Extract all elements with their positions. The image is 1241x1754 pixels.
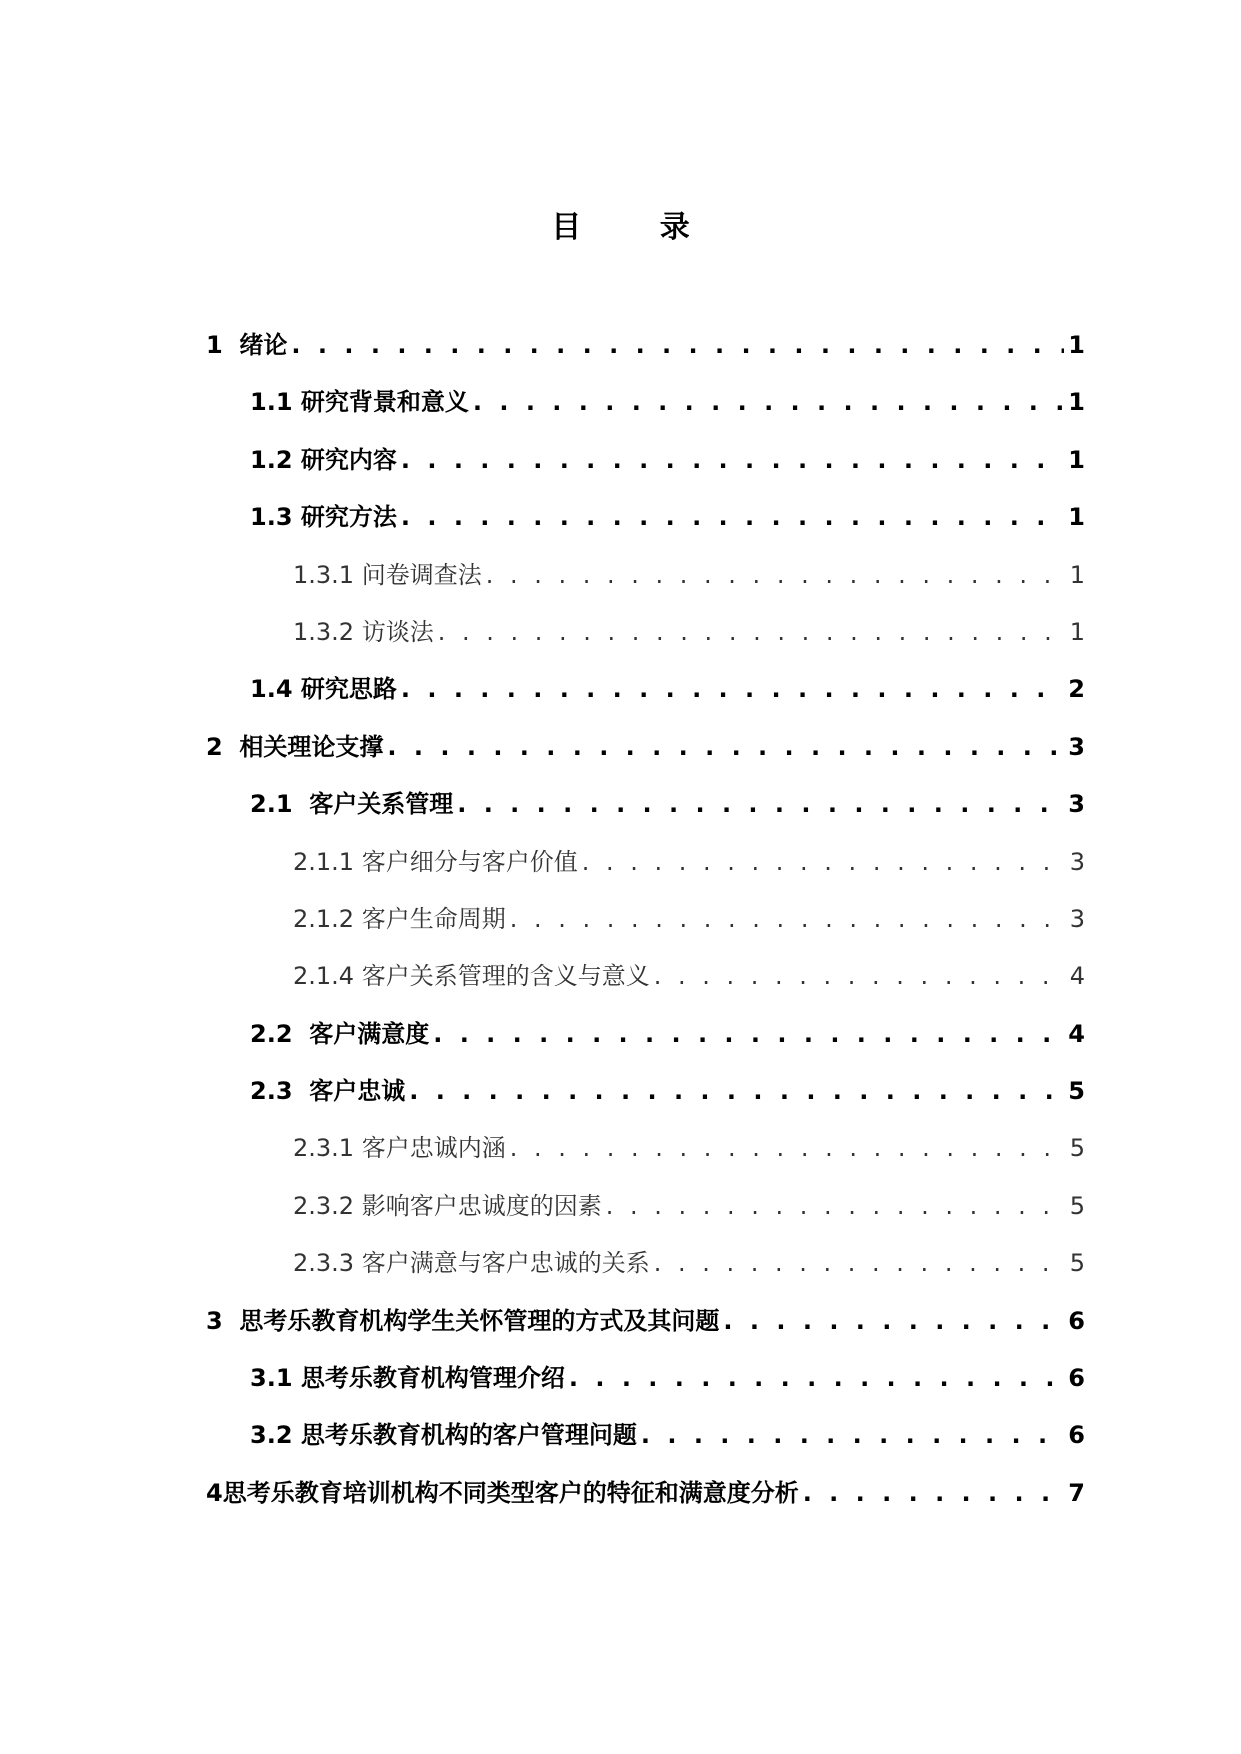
- toc-list: [0, 325, 1241, 1530]
- toc-entry-page-number: 4: [1069, 962, 1085, 991]
- toc-dot-leader: [510, 905, 1065, 933]
- toc-dot-leader: [438, 618, 1065, 646]
- toc-entry-title: 思考乐教育机构学生关怀管理的方式及其问题: [239, 1306, 720, 1335]
- toc-entry-number: 1.3.2: [293, 617, 355, 646]
- toc-entry-page-number: 5: [1068, 1077, 1085, 1106]
- toc-entry-separator: [354, 561, 362, 589]
- toc-entry-separator: [293, 503, 301, 531]
- toc-entry-title: 客户满意与客户忠诚的关系: [361, 1249, 650, 1278]
- toc-entry[interactable]: [0, 555, 1241, 612]
- toc-entry-title: 客户忠诚: [309, 1077, 406, 1106]
- toc-entry[interactable]: [0, 382, 1241, 439]
- toc-entry-number: 3.1: [250, 1364, 293, 1393]
- toc-entry-page-number: 3: [1068, 732, 1085, 761]
- toc-entry-separator: [354, 1249, 362, 1277]
- toc-entry-page-number: 3: [1069, 904, 1085, 933]
- toc-entry-title: 客户满意度: [309, 1019, 430, 1048]
- toc-entry-number: 2.1.4: [293, 962, 355, 991]
- toc-dot-leader: [401, 503, 1064, 531]
- toc-dot-leader: [291, 331, 1064, 359]
- toc-entry-title: 思考乐教育机构的客户管理问题: [300, 1421, 637, 1450]
- toc-entry[interactable]: [0, 325, 1241, 382]
- toc-entry-page-number: 1: [1068, 388, 1085, 417]
- toc-entry-separator: [223, 733, 240, 761]
- toc-entry-number: 2.3.1: [293, 1134, 355, 1163]
- toc-entry-number: 4: [206, 1478, 223, 1507]
- toc-entry-title: 客户忠诚内涵: [361, 1134, 506, 1163]
- toc-entry-number: 2.3.3: [293, 1249, 355, 1278]
- toc-entry-separator: [354, 848, 362, 876]
- toc-entry-number: 2.1.1: [293, 847, 355, 876]
- toc-entry-separator: [293, 1020, 310, 1048]
- toc-entry-separator: [293, 388, 301, 416]
- toc-dot-leader: [409, 1077, 1064, 1105]
- toc-entry-separator: [293, 675, 301, 703]
- toc-entry-title: 访谈法: [361, 617, 434, 646]
- toc-entry-page-number: 1: [1069, 560, 1085, 589]
- toc-entry-number: 2.2: [250, 1019, 293, 1048]
- toc-entry-title: 客户关系管理的含义与意义: [361, 962, 650, 991]
- toc-entry[interactable]: [0, 956, 1241, 1013]
- toc-entry[interactable]: [0, 784, 1241, 841]
- toc-dot-leader: [654, 1249, 1065, 1277]
- toc-entry-number: 1.3: [250, 503, 293, 532]
- toc-entry[interactable]: [0, 1243, 1241, 1300]
- toc-entry-number: 2.1.2: [293, 904, 355, 933]
- toc-dot-leader: [486, 561, 1065, 589]
- toc-entry-number: 1.1: [250, 388, 293, 417]
- toc-entry-number: 1.3.1: [293, 560, 355, 589]
- toc-entry-page-number: 5: [1069, 1191, 1085, 1220]
- toc-entry-page-number: 1: [1068, 445, 1085, 474]
- toc-dot-leader: [606, 1192, 1065, 1220]
- toc-dot-leader: [510, 1134, 1065, 1162]
- toc-entry-number: 2: [206, 732, 223, 761]
- toc-entry[interactable]: [0, 899, 1241, 956]
- toc-entry-page-number: 6: [1068, 1306, 1085, 1335]
- toc-dot-leader: [401, 675, 1064, 703]
- toc-entry-title: 思考乐教育培训机构不同类型客户的特征和满意度分析: [222, 1478, 799, 1507]
- toc-entry[interactable]: [0, 497, 1241, 554]
- toc-entry-page-number: 3: [1069, 847, 1085, 876]
- toc-entry-separator: [354, 905, 362, 933]
- toc-entry-page-number: 5: [1069, 1249, 1085, 1278]
- toc-entry[interactable]: [0, 669, 1241, 726]
- toc-entry[interactable]: [0, 1473, 1241, 1530]
- toc-entry-page-number: 2: [1068, 675, 1085, 704]
- toc-entry-page-number: 3: [1068, 790, 1085, 819]
- toc-entry-separator: [293, 1421, 301, 1449]
- toc-entry-title: 绪论: [239, 331, 288, 359]
- toc-entry-separator: [354, 962, 362, 990]
- toc-entry-separator: [293, 1077, 310, 1105]
- toc-entry[interactable]: [0, 1301, 1241, 1358]
- toc-entry[interactable]: [0, 1014, 1241, 1071]
- toc-entry-title: 研究方法: [300, 503, 397, 532]
- toc-entry-page-number: 1: [1069, 617, 1085, 646]
- toc-dot-leader: [654, 962, 1065, 990]
- toc-title: 目 录: [551, 210, 724, 245]
- toc-dot-leader: [387, 733, 1064, 761]
- toc-dot-leader: [569, 1364, 1064, 1392]
- toc-entry-number: 2.1: [250, 790, 293, 819]
- toc-entry-title: 研究思路: [300, 675, 397, 704]
- toc-entry-page-number: 7: [1068, 1478, 1085, 1507]
- toc-entry-number: 3.2: [250, 1421, 293, 1450]
- toc-entry-separator: [293, 1364, 301, 1392]
- toc-entry-title: 研究内容: [300, 445, 397, 474]
- toc-entry[interactable]: [0, 1415, 1241, 1472]
- toc-entry-title: 客户细分与客户价值: [361, 847, 578, 876]
- toc-entry-number: 1.4: [250, 675, 293, 704]
- toc-dot-leader: [723, 1307, 1064, 1335]
- toc-entry-number: 1.2: [250, 445, 293, 474]
- toc-dot-leader: [433, 1020, 1064, 1048]
- toc-entry[interactable]: [0, 727, 1241, 784]
- toc-dot-leader: [457, 790, 1064, 818]
- toc-entry-title: 影响客户忠诚度的因素: [361, 1191, 602, 1220]
- toc-entry-title: 客户生命周期: [361, 904, 506, 933]
- toc-entry-page-number: 1: [1068, 503, 1085, 532]
- toc-entry[interactable]: [0, 842, 1241, 899]
- toc-entry-page-number: 1: [1068, 331, 1085, 359]
- toc-entry[interactable]: [0, 612, 1241, 669]
- toc-entry-title: 研究背景和意义: [300, 388, 469, 417]
- toc-entry-page-number: 5: [1069, 1134, 1085, 1163]
- toc-entry-separator: [354, 618, 362, 646]
- toc-entry-separator: [223, 331, 240, 359]
- toc-entry-separator: [293, 790, 310, 818]
- toc-entry[interactable]: [0, 440, 1241, 497]
- toc-dot-leader: [473, 388, 1064, 416]
- toc-entry-number: 2.3.2: [293, 1191, 355, 1220]
- toc-entry-number: 2.3: [250, 1077, 293, 1106]
- toc-dot-leader: [803, 1479, 1065, 1507]
- toc-entry-page-number: 4: [1068, 1019, 1085, 1048]
- toc-entry-title: 客户关系管理: [309, 790, 454, 819]
- toc-entry-page-number: 6: [1068, 1421, 1085, 1450]
- toc-entry[interactable]: [0, 1071, 1241, 1128]
- toc-entry[interactable]: [0, 1186, 1241, 1243]
- toc-dot-leader: [582, 848, 1065, 876]
- toc-entry-title: 相关理论支撑: [239, 732, 384, 761]
- toc-entry[interactable]: [0, 1128, 1241, 1185]
- toc-entry-number: 1: [206, 331, 223, 359]
- toc-entry-page-number: 6: [1068, 1364, 1085, 1393]
- toc-entry-separator: [223, 1307, 240, 1335]
- toc-dot-leader: [401, 446, 1064, 474]
- toc-entry-separator: [354, 1134, 362, 1162]
- toc-entry-number: 3: [206, 1306, 223, 1335]
- toc-entry-separator: [354, 1192, 362, 1220]
- toc-entry-title: 问卷调查法: [361, 560, 482, 589]
- toc-entry-title: 思考乐教育机构管理介绍: [300, 1364, 565, 1393]
- toc-entry[interactable]: [0, 1358, 1241, 1415]
- toc-entry-separator: [293, 446, 301, 474]
- toc-dot-leader: [641, 1421, 1064, 1449]
